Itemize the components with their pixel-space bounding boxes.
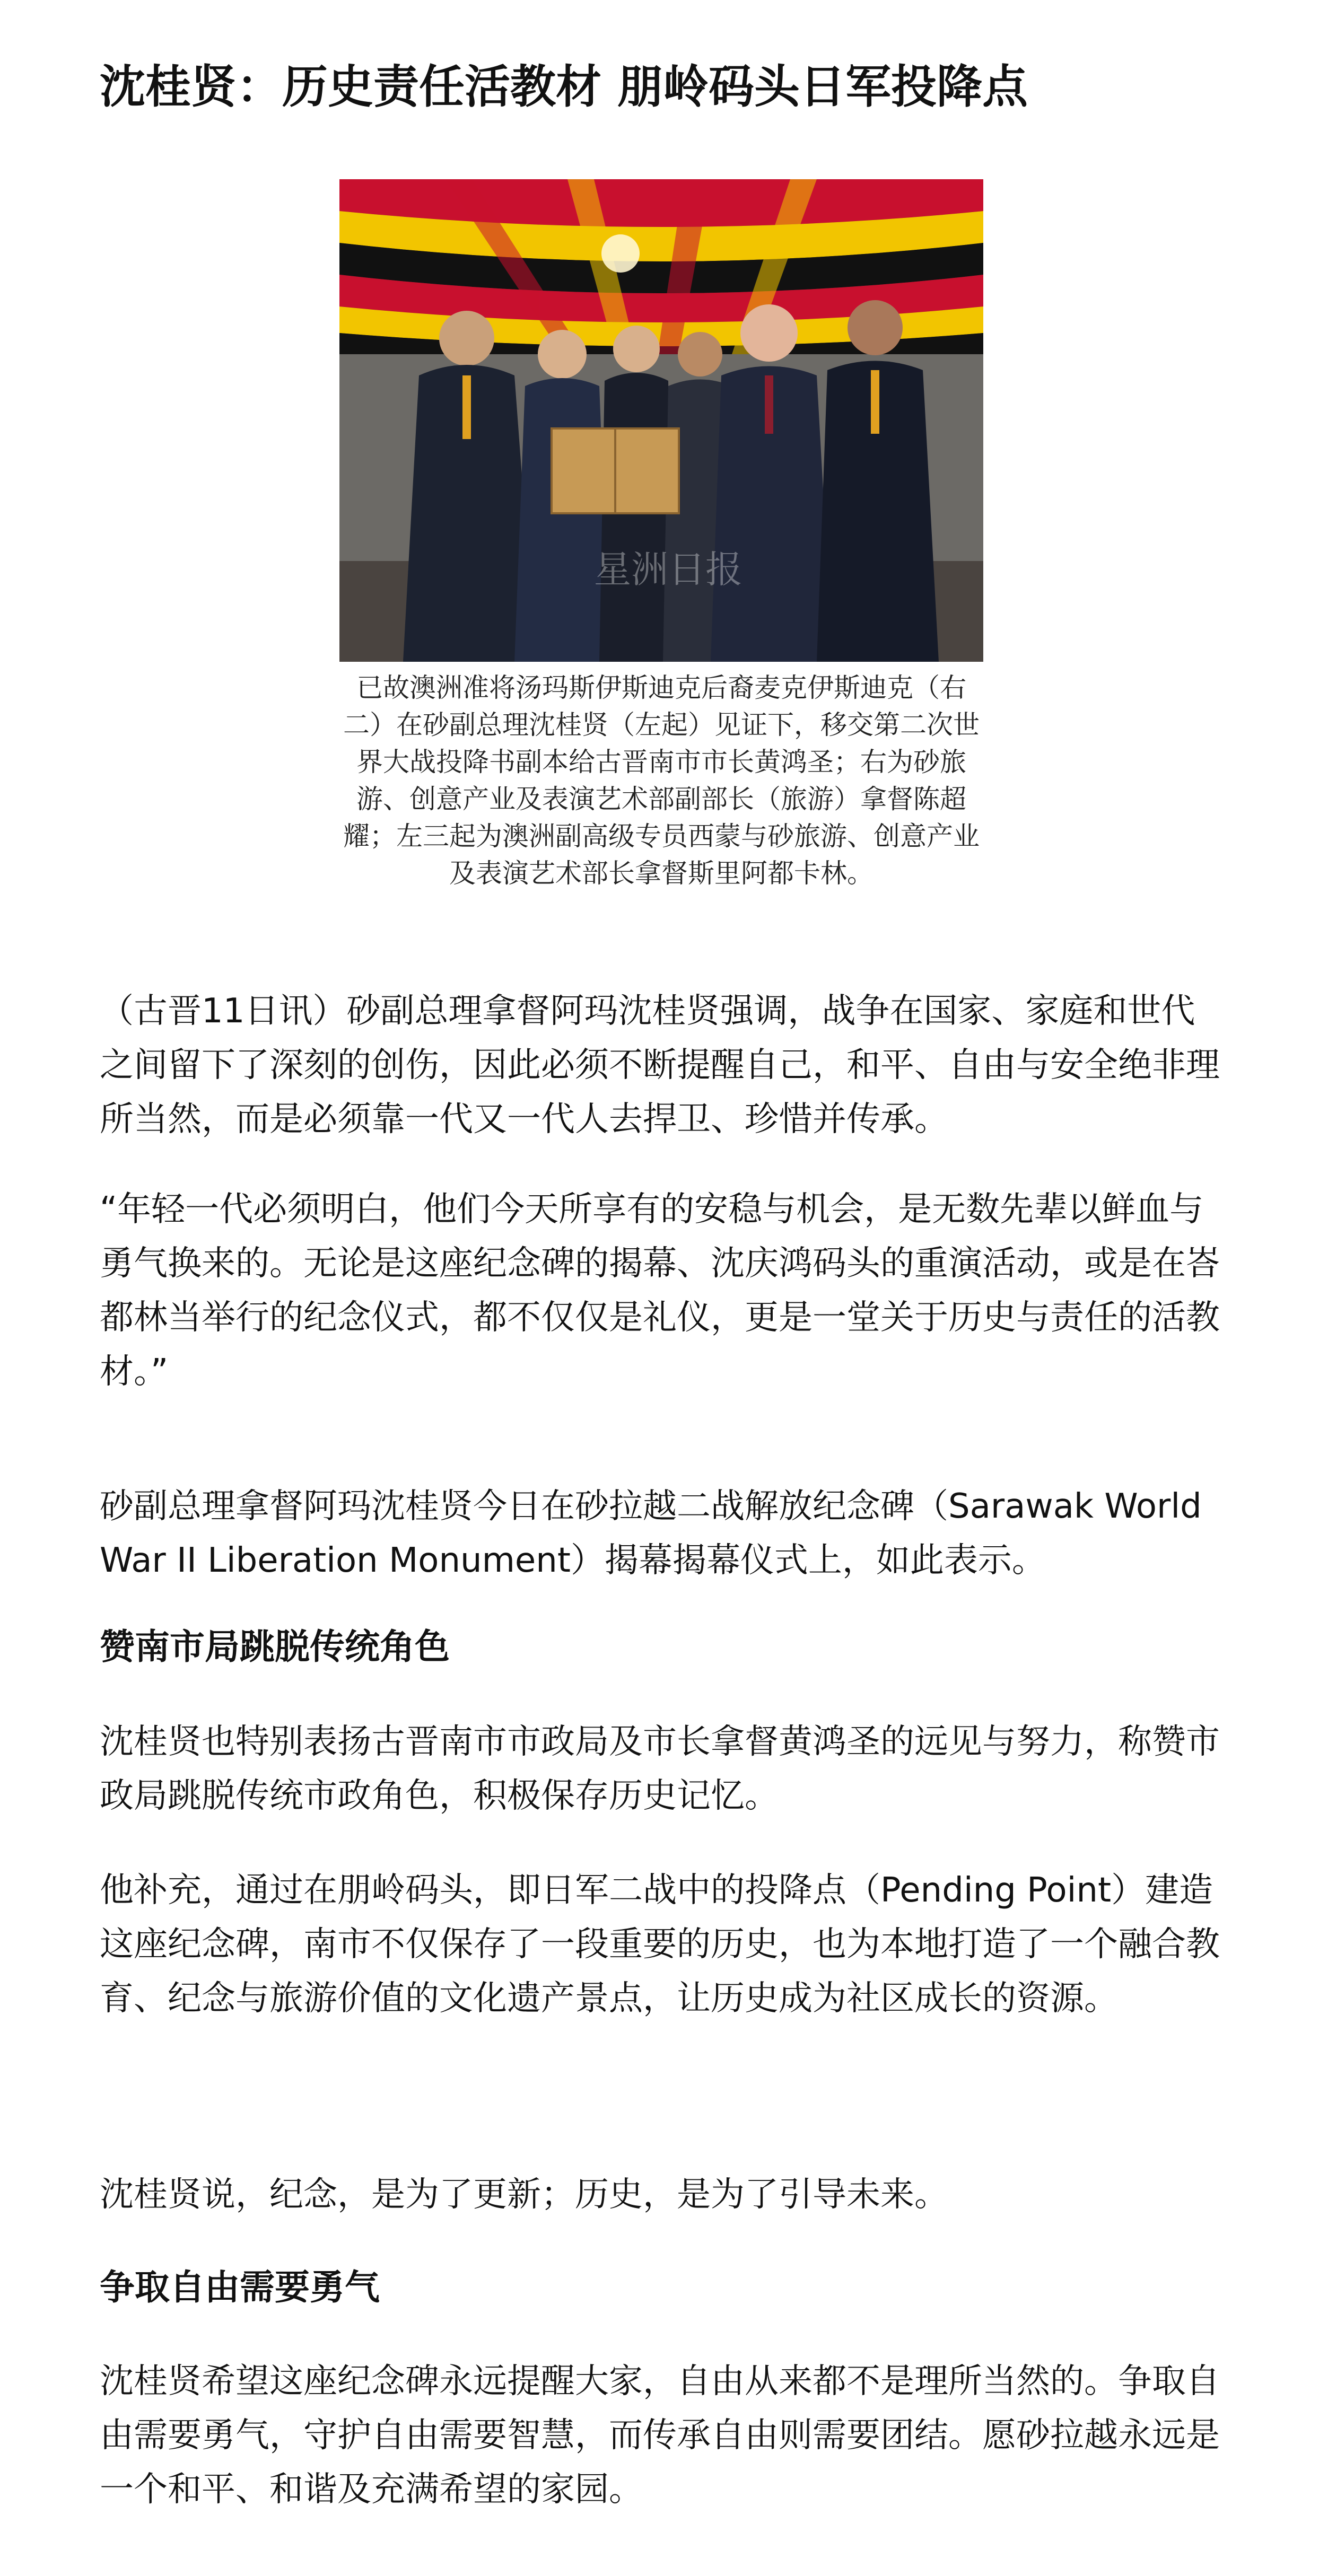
paragraph-7: 沈桂贤希望这座纪念碑永远提醒大家，自由从来都不是理所当然的。争取自由需要勇气，守护自由需要智慧，而传承自由则需要团结。愿砂拉越永远是一个和平、和谐及充满希望的家园。 [100, 2362, 1220, 2509]
photo-caption: 已故澳洲准将汤玛斯伊斯迪克后裔麦克伊斯迪克（右二）在砂副总理沈桂贤（左起）见证下，移交第二次世界大战投降书副本给古晋南市市长黄鸿圣；右为砂旅游、创意产业及表演艺术部副部长（旅游）拿督陈超耀；左三起为澳洲副高级专员西蒙与砂旅游、创意产业及表演艺术部长拿督斯里阿都卡林。 [343, 672, 980, 889]
article-photo [339, 179, 983, 662]
paragraph-1: （古晋11日讯）砂副总理拿督阿玛沈桂贤强调，战争在国家、家庭和世代之间留下了深刻的创伤，因此必须不断提醒自己，和平、自由与安全绝非理所当然，而是必须靠一代又一代人去捍卫、珍惜并传承。 [100, 992, 1220, 1139]
article-title: 沈桂贤：历史责任活教材 朋岭码头日军投降点 [100, 60, 1028, 113]
subheading-2: 争取自由需要勇气 [100, 2267, 380, 2308]
subheading-1: 赞南市局跳脱传统角色 [100, 1626, 450, 1667]
paragraph-3: 砂副总理拿督阿玛沈桂贤今日在砂拉越二战解放纪念碑（Sarawak World War II Liberation Monument）揭幕揭幕仪式上，如此表示。 [100, 1487, 1202, 1580]
paragraph-5: 他补充，通过在朋岭码头，即日军二战中的投降点（Pending Point）建造这座纪念碑，南市不仅保存了一段重要的历史，也为本地打造了一个融合教育、纪念与旅游价值的文化遗产景点，让历史成为社区成长的资源。 [100, 1871, 1220, 2018]
paragraph-6: 沈桂贤说，纪念，是为了更新；历史，是为了引导未来。 [100, 2175, 948, 2214]
paragraph-2: “年轻一代必须明白，他们今天所享有的安稳与机会，是无数先辈以鲜血与勇气换来的。无论是这座纪念碑的揭幕、沈庆鸿码头的重演活动，或是在峇都林当举行的纪念仪式，都不仅仅是礼仪，更是一堂关于历史与责任的活教材。” [100, 1190, 1220, 1391]
watermark-text: 星洲日报 [594, 548, 743, 591]
paragraph-4: 沈桂贤也特别表扬古晋南市市政局及市长拿督黄鸿圣的远见与努力，称赞市政局跳脱传统市政角色，积极保存历史记忆。 [100, 1722, 1220, 1816]
